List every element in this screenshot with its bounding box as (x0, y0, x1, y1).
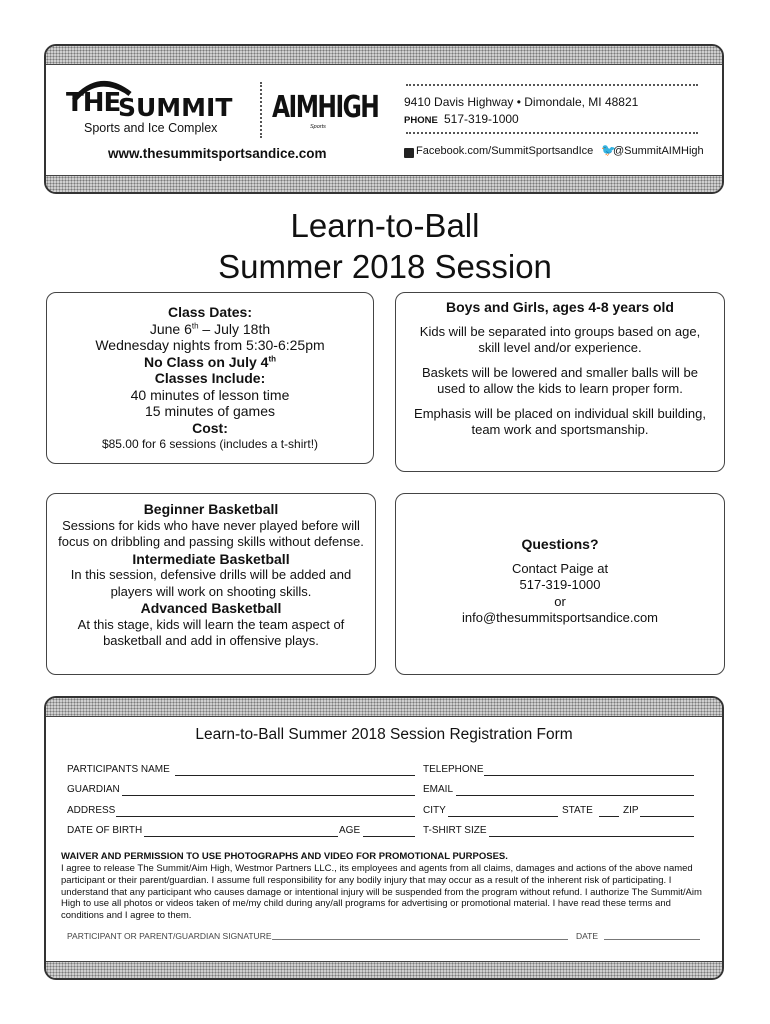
zip-field[interactable] (640, 816, 694, 817)
include-item: 40 minutes of lesson time (130, 386, 290, 403)
ages-heading: Boys and Girls, ages 4-8 years old (446, 299, 674, 315)
address-label: ADDRESS (67, 805, 116, 816)
include-item: 15 minutes of games (145, 403, 275, 419)
aimhigh-logo (272, 90, 382, 140)
class-dates (47, 321, 373, 338)
waiver-heading: WAIVER AND PERMISSION TO USE PHOTOGRAPHS AND VIDEO FOR PROMOTIONAL PURPOSES. (61, 851, 508, 862)
logo-aimhigh-sub: Sports (310, 124, 326, 130)
program-info-box (395, 292, 725, 472)
age-field[interactable] (363, 836, 415, 837)
questions-heading: Questions? (521, 536, 599, 552)
dates-end: – July 18th (198, 320, 271, 337)
signature-field[interactable] (272, 939, 568, 940)
email-label: EMAIL (423, 784, 454, 795)
intermediate-text: In this session, defensive drills will be added and players will work on shooting skills. (70, 567, 352, 599)
signature-label: PARTICIPANT OR PARENT/GUARDIAN SIGNATURE (67, 931, 272, 941)
intermediate-heading: Intermediate Basketball (132, 550, 290, 567)
facebook-icon (404, 148, 414, 158)
tshirt-field[interactable] (489, 836, 694, 837)
state-field[interactable] (599, 816, 619, 817)
class-nights: Wednesday nights from 5:30-6:25pm (95, 337, 325, 353)
no-class-text: No Class on July 4 (143, 353, 269, 370)
registration-form (44, 696, 724, 980)
page-title: Learn-to-Ball (290, 207, 480, 244)
cost-text: $85.00 for 6 sessions (includes a t-shirt!) (101, 437, 319, 451)
questions-box (395, 493, 725, 675)
cost-heading: Cost: (192, 419, 228, 436)
guardian-label: GUARDIAN (67, 784, 120, 795)
contact-phone: 517-319-1000 (519, 577, 601, 592)
form-bottom-band (46, 961, 722, 978)
dob-label: DATE OF BIRTH (67, 825, 143, 836)
waiver-text: I agree to release The Summit/Aim High, Westmor Partners LLC., its employees and agents from all claims, damages and actions of the above named participant or their parent/guardian. I assume full responsibility for any bodily injury that may occur as a result of the inherent risk of participating. I understand that any participant who causes damage or intentional injury will be suspended from the program without refund. I authorize The Summit/Aim High to use all photos or videos taken of me/my child during any/all programs for advertising or promotional material. I have read these terms and conditions and I agree to them. (61, 863, 702, 922)
address-field[interactable] (116, 816, 415, 817)
no-class-note (47, 354, 373, 371)
advanced-heading: Advanced Basketball (140, 600, 282, 616)
contact-dotline-bottom (406, 132, 698, 134)
levels-box (46, 493, 376, 675)
email-field[interactable] (456, 795, 694, 796)
tshirt-label: T-SHIRT SIZE (423, 825, 487, 836)
class-dates-heading: Class Dates: (167, 304, 253, 320)
advanced-text: At this stage, kids will learn the team aspect of basketball and add in offensive plays. (77, 616, 345, 648)
summit-logo (66, 74, 256, 144)
telephone-label: TELEPHONE (423, 764, 484, 775)
state-label: STATE (562, 805, 593, 816)
date-field[interactable] (604, 939, 700, 940)
telephone-field[interactable] (484, 775, 694, 776)
zip-label: ZIP (623, 805, 639, 816)
header-bottom-band (46, 175, 722, 192)
age-label: AGE (339, 825, 361, 836)
header-banner (44, 44, 724, 194)
website-text: www.thesummitsportsandice.com (108, 146, 327, 161)
info-paragraph: Kids will be separated into groups based on age, skill level and/or experience. (419, 323, 701, 355)
contact-line: Contact Paige at (511, 560, 609, 576)
phone-label: PHONE (404, 115, 438, 126)
participant-name-label: PARTICIPANTS NAME (67, 764, 170, 775)
city-label: CITY (423, 805, 446, 816)
guardian-field[interactable] (122, 795, 415, 796)
twitter-icon: 🐦 (601, 143, 616, 157)
no-class-sup: th (268, 353, 277, 363)
dob-field[interactable] (144, 836, 338, 837)
address-text: 9410 Davis Highway • Dimondale, MI 48821 (404, 95, 639, 109)
dates-start-sup: th (191, 320, 199, 330)
participant-name-field[interactable] (175, 775, 415, 776)
page-subtitle: Summer 2018 Session (218, 248, 552, 285)
logo-divider (260, 82, 262, 138)
class-info-box (46, 292, 374, 464)
city-field[interactable] (448, 816, 558, 817)
logo-the-text: THE (66, 88, 121, 118)
info-paragraph: Emphasis will be placed on individual skill building, team work and sportsmanship. (414, 405, 706, 437)
logo-aimhigh-text: AIMHIGH (272, 90, 379, 125)
logo-summit-text: SUMMIT (118, 93, 233, 122)
date-label: DATE (576, 931, 599, 941)
form-top-band (46, 698, 722, 717)
contact-email[interactable]: info@thesummitsportsandice.com (462, 610, 658, 625)
contact-or: or (554, 593, 566, 609)
logo-subtitle: Sports and Ice Complex (84, 121, 218, 135)
twitter-text: @SummitAIMHigh (613, 145, 704, 157)
beginner-heading: Beginner Basketball (143, 501, 279, 517)
info-paragraph: Baskets will be lowered and smaller balls will be used to allow the kids to learn proper form. (421, 364, 698, 396)
contact-dotline-top (406, 84, 698, 86)
phone-text: 517-319-1000 (444, 112, 519, 126)
dates-start: June 6 (149, 320, 192, 337)
includes-heading: Classes Include: (154, 370, 266, 386)
header-top-band (46, 46, 722, 65)
form-title: Learn-to-Ball Summer 2018 Session Registration Form (195, 726, 573, 743)
facebook-text: Facebook.com/SummitSportsandIce (416, 145, 594, 157)
beginner-text: Sessions for kids who have never played before will focus on dribbling and passing skills without defense. (58, 517, 364, 549)
